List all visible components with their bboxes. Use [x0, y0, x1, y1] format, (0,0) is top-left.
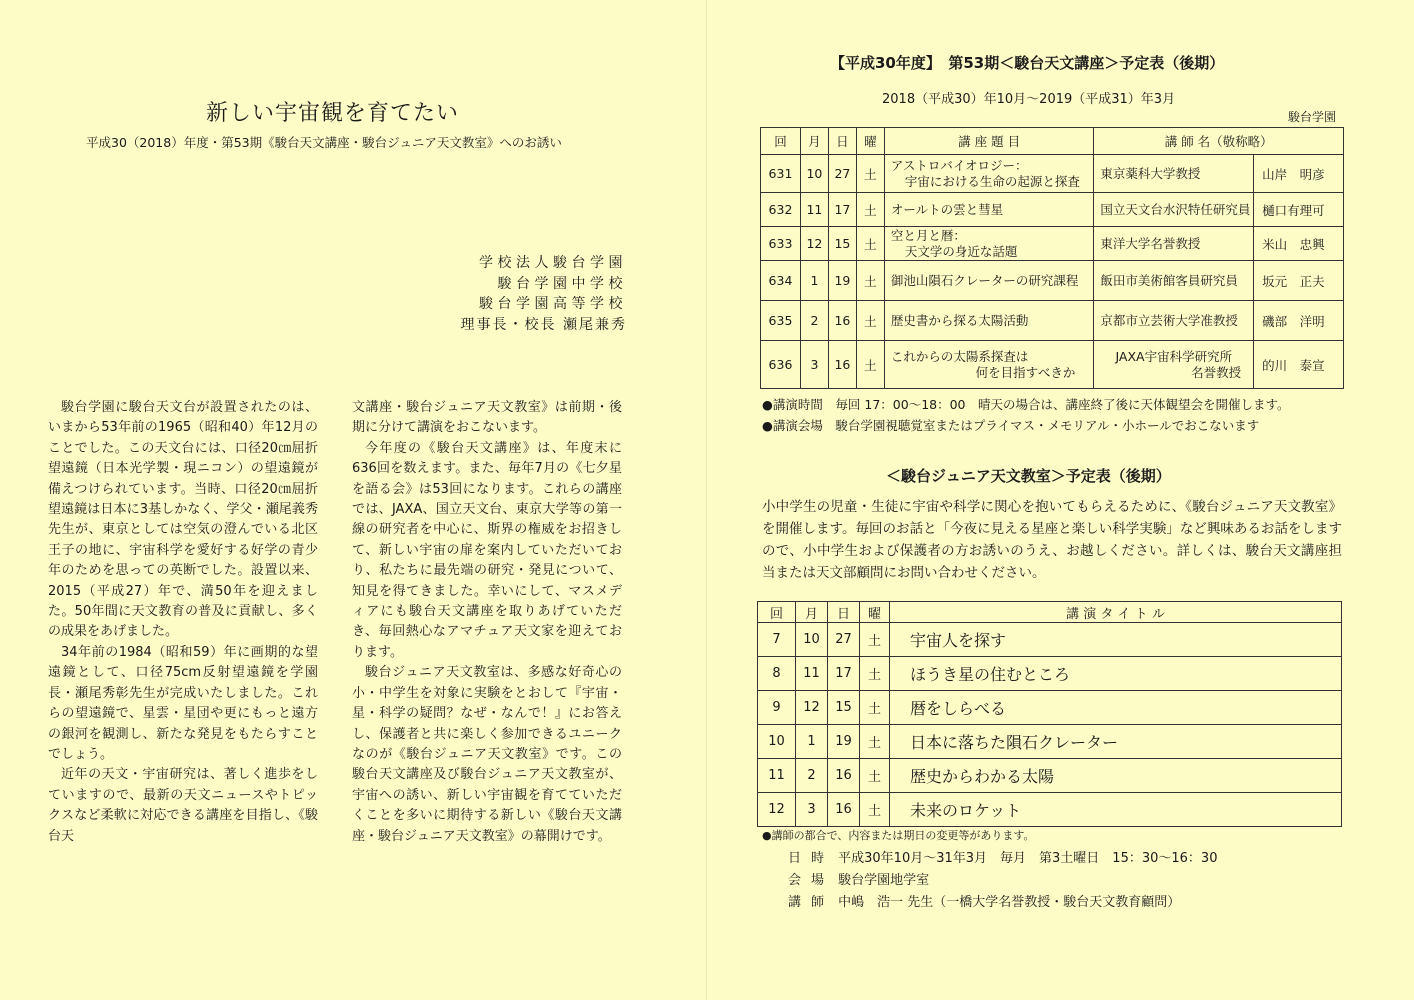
paragraph: 34年前の1984（昭和59）年に画期的な望遠鏡として、口径75cm反射望遠鏡を学園長・瀬尾秀彰先生が完成いたしました。これらの望遠鏡で、星雲・星団や更にもっと遠方の銀河を観測し、新たな発見をもたらすことでしょう。 [48, 644, 318, 762]
lecturer-name: 山岸 明彦 [1254, 155, 1344, 193]
junior-day: 15 [828, 691, 860, 725]
lecture-title-line: アストロバイオロジー： [890, 157, 1028, 173]
lecturer-name: 坂元 正夫 [1254, 261, 1344, 301]
junior-no: 7 [758, 623, 796, 657]
schedule-period: 2018（平成30）年10月～2019（平成31）年3月 [882, 92, 1176, 107]
main-title: 新しい宇宙観を育てたい [206, 101, 460, 126]
lecture-title-line: 天文学の身近な話題 [904, 243, 1018, 259]
lecture-title [884, 341, 1094, 389]
issuer-line: 学校法人駿台学園 [479, 255, 627, 271]
lecture-time-note: ●講演時間 毎回 17：00～18：00 晴天の場合は、講座終了後に天体観望会を開催します。 [762, 397, 1290, 412]
table-row [758, 759, 1342, 793]
lecture-month: 1 [800, 261, 828, 301]
table-row [761, 155, 1344, 193]
lecture-day: 15 [828, 227, 856, 261]
lecture-weekday: 土 [856, 301, 884, 341]
junior-title: 暦をしらべる [890, 691, 1342, 725]
junior-title: 宇宙人を探す [890, 623, 1342, 657]
junior-day: 16 [828, 793, 860, 827]
organization: 駿台学園 [1288, 110, 1337, 124]
issuer-line: 駿台学園高等学校 [479, 296, 627, 312]
lecture-schedule-title: 【平成30年度】 第53期＜駿台天文講座＞予定表（後期） [830, 54, 1225, 72]
lecture-title: 御池山隕石クレーターの研究課程 [884, 261, 1094, 301]
lecture-no: 634 [761, 261, 801, 301]
junior-title: ほうき星の住むところ [890, 657, 1342, 691]
lecture-title-line: 空と月と暦： [890, 227, 966, 243]
lecture-weekday: 土 [856, 227, 884, 261]
issuer-block [461, 253, 627, 335]
lecturer-affiliation-line: 名誉教授 [1191, 364, 1242, 380]
junior-month: 10 [796, 623, 828, 657]
paragraph: 駿台学園に駿台天文台が設置されたのは、いまから53年前の1965（昭和40）年12月のことでした。この天文台には、口径20㎝屈折望遠鏡（日本光学製・現ニコン）の望遠鏡が備えつけられています。当時、口径20㎝屈折望遠鏡は日本に3基しかなく、学父・瀬尾義秀先生が、東京としては空気の澄んでいる北区王子の地に、宇宙科学を愛好する好学の青少年のためを思っての英断でした。設置以来、2015（平成27）年で、満50年を迎えました。50年間に天文教育の普及に貢献し、多くの成果をあげました。 [48, 400, 318, 640]
issuer-line: 理事長・校長 瀬尾兼秀 [460, 316, 627, 333]
header-cell: 曜 [860, 602, 890, 623]
lecture-weekday: 土 [856, 341, 884, 389]
body-column-2 [352, 398, 622, 847]
junior-month: 1 [796, 725, 828, 759]
table-row [761, 227, 1344, 261]
info-venue [788, 869, 929, 888]
junior-day: 27 [828, 623, 860, 657]
lecture-title: オールトの雲と彗星 [884, 193, 1094, 227]
lecturer-name: 樋口有理可 [1254, 193, 1344, 227]
lecturer-name: 的川 泰宣 [1254, 341, 1344, 389]
junior-weekday: 土 [860, 691, 890, 725]
lecturer-affiliation: 飯田市美術館客員研究員 [1094, 261, 1254, 301]
junior-no: 9 [758, 691, 796, 725]
lecture-day: 17 [828, 193, 856, 227]
lecture-venue-note: ●講演会場 駿台学園視聴覚室またはプライマス・メモリアル・小ホールでおこないます [762, 418, 1260, 433]
lecture-no: 636 [761, 341, 801, 389]
junior-table [757, 601, 1342, 827]
lecturer-name: 磯部 洋明 [1254, 301, 1344, 341]
subtitle: 平成30（2018）年度・第53期《駿台天文講座・駿台ジュニア天文教室》へのお誘い [86, 135, 562, 150]
body-column-1 [48, 398, 318, 847]
junior-weekday: 土 [860, 725, 890, 759]
junior-day: 19 [828, 725, 860, 759]
lecture-month: 11 [800, 193, 828, 227]
info-label: 講師 [788, 895, 835, 910]
junior-month: 3 [796, 793, 828, 827]
header-cell: 講 演 タ イ ト ル [890, 602, 1342, 623]
table-row [761, 261, 1344, 301]
lecturer-affiliation: 国立天文台水沢特任研究員 [1094, 193, 1254, 227]
header-cell: 講 座 題 目 [884, 128, 1094, 155]
lecture-title [884, 227, 1094, 261]
header-cell: 日 [828, 602, 860, 623]
header-cell: 回 [758, 602, 796, 623]
junior-weekday: 土 [860, 793, 890, 827]
paragraph: 今年度の《駿台天文講座》は、年度末に636回を数えます。また、毎年7月の《七夕星を語る会》は53回になります。これらの講座では、JAXA、国立天文台、東京大学等の第一線の研究者を中心に、斯界の権威をお招きして、新しい宇宙の扉を案内していただいており、私たちに最先端の研究・発見について、知見を得てきました。幸いにして、マスメディアにも駿台天文講座を取りあげていただき、毎回熱心なアマチュア天文家を迎えております。 [352, 440, 622, 660]
info-lecturer [788, 891, 1180, 910]
lecture-title: 歴史書から探る太陽活動 [884, 301, 1094, 341]
lecture-month: 2 [800, 301, 828, 341]
lecture-no: 633 [761, 227, 801, 261]
paragraph: 近年の天文・宇宙研究は、著しく進歩をしていますので、最新の天文ニュースやトピックスなど柔軟に対応できる講座を目指し、《駿台天 [48, 767, 318, 844]
table-row [758, 793, 1342, 827]
junior-weekday: 土 [860, 623, 890, 657]
junior-no: 12 [758, 793, 796, 827]
info-datetime [788, 847, 1217, 866]
lecture-title-line: 何を目指すべきか [975, 364, 1076, 380]
lecture-weekday: 土 [856, 155, 884, 193]
paragraph: 駿台ジュニア天文教室は、多感な好奇心の小・中学生を対象に実験をとおして『宇宙・星・科学の疑問？なぜ・なんで！』にお答えし、保護者と共に楽しく参加できるユニークなのが《駿台ジュニア天文教室》です。この駿台天文講座及び駿台ジュニア天文教室が、宇宙への誘い、新しい宇宙観を育てていただくことを多いに期待する新しい《駿台天文講座・駿台ジュニア天文教室》の幕開けです。 [352, 665, 622, 844]
junior-title: 日本に落ちた隕石クレーター [890, 725, 1342, 759]
lecture-table [760, 127, 1344, 389]
lecture-day: 27 [828, 155, 856, 193]
header-cell: 月 [800, 128, 828, 155]
lecture-title-line: これからの太陽系探査は [890, 348, 1029, 364]
info-label: 会場 [788, 873, 835, 888]
table-header-row [758, 602, 1342, 623]
junior-schedule-title: ＜駿台ジュニア天文教室＞予定表（後期） [886, 467, 1171, 485]
junior-weekday: 土 [860, 759, 890, 793]
lecturer-affiliation: 東洋大学名誉教授 [1094, 227, 1254, 261]
table-row [758, 657, 1342, 691]
table-row [761, 341, 1344, 389]
lecture-weekday: 土 [856, 193, 884, 227]
header-cell: 月 [796, 602, 828, 623]
lecture-no: 635 [761, 301, 801, 341]
lecture-day: 16 [828, 341, 856, 389]
lecture-day: 16 [828, 301, 856, 341]
header-cell: 回 [761, 128, 801, 155]
junior-title: 未来のロケット [890, 793, 1342, 827]
lecture-month: 10 [800, 155, 828, 193]
lecturer-affiliation: 東京薬科大学教授 [1094, 155, 1254, 193]
issuer-line: 駿台学園中学校 [497, 275, 627, 292]
table-row [758, 623, 1342, 657]
lecturer-affiliation: 京都市立芸術大学准教授 [1094, 301, 1254, 341]
lecture-month: 3 [800, 341, 828, 389]
junior-no: 10 [758, 725, 796, 759]
junior-month: 11 [796, 657, 828, 691]
lecturer-affiliation-line: JAXA宇宙科学研究所 [1115, 348, 1233, 364]
table-row [761, 193, 1344, 227]
table-row [761, 301, 1344, 341]
junior-intro: 小中学生の児童・生徒に宇宙や科学に関心を抱いてもらえるために、《駿台ジュニア天文教室》を開催します。毎回のお話と「今夜に見える星座と楽しい科学実験」など興味あるお話をしますので、小中学生および保護者の方お誘いのうえ、お越しください。詳しくは、駿台天文講座担当または天文部顧問にお問い合わせください。 [762, 499, 1342, 581]
info-value: 平成30年10月～31年3月 毎月 第3土曜日 15：30～16：30 [838, 851, 1218, 866]
header-cell: 日 [828, 128, 856, 155]
junior-title: 歴史からわかる太陽 [890, 759, 1342, 793]
lecture-title-line: 宇宙における生命の起源と探査 [904, 173, 1080, 189]
paragraph: 文講座・駿台ジュニア天文教室》は前期・後期に分けて講演をおこないます。 [352, 400, 622, 436]
lecturer-affiliation [1094, 341, 1254, 389]
lecture-month: 12 [800, 227, 828, 261]
info-label: 日時 [788, 851, 835, 866]
junior-weekday: 土 [860, 657, 890, 691]
junior-no: 11 [758, 759, 796, 793]
junior-change-note: ●講師の都合で、内容または期日の変更等があります。 [762, 829, 1035, 842]
header-cell: 曜 [856, 128, 884, 155]
lecturer-name: 米山 忠興 [1254, 227, 1344, 261]
info-value: 駿台学園地学室 [838, 873, 930, 888]
lecture-no: 631 [761, 155, 801, 193]
lecture-title [884, 155, 1094, 193]
lecture-weekday: 土 [856, 261, 884, 301]
junior-no: 8 [758, 657, 796, 691]
table-row [758, 691, 1342, 725]
table-row [758, 725, 1342, 759]
header-cell: 講 師 名（敬称略） [1094, 128, 1344, 155]
junior-day: 17 [828, 657, 860, 691]
junior-month: 12 [796, 691, 828, 725]
lecture-no: 632 [761, 193, 801, 227]
junior-month: 2 [796, 759, 828, 793]
junior-day: 16 [828, 759, 860, 793]
lecture-day: 19 [828, 261, 856, 301]
info-value: 中嶋 浩一 先生（一橋大学名誉教授・駿台天文教育顧問） [838, 895, 1181, 910]
table-header-row [761, 128, 1344, 155]
